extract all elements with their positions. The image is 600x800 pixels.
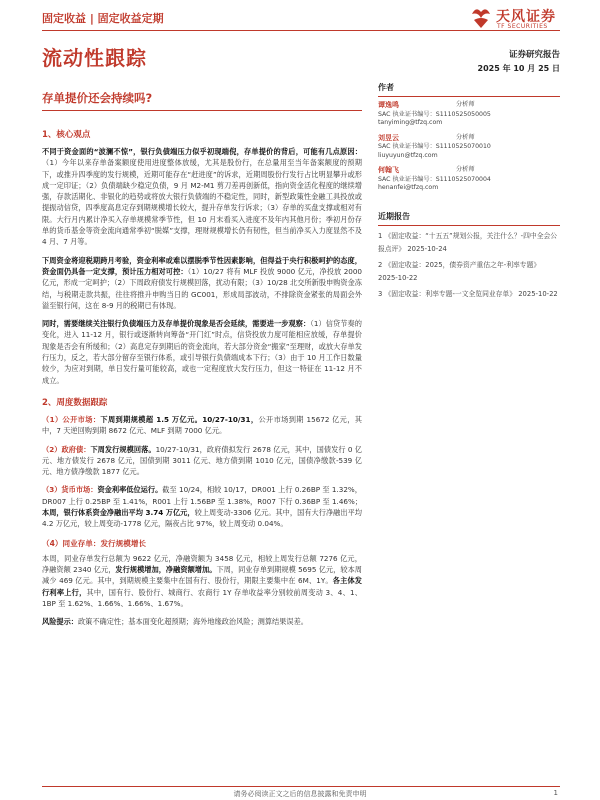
- money-market-head: （3）货币市场：: [42, 485, 98, 495]
- author-license: SAC 执业证书编号：S1110525070004: [378, 175, 491, 183]
- ncd-body-2: 下周，同业存单到期规模 5695 亿元，较本周减少 469 亿元。其中，到期规模主要集中在国有行、股份行，期限主要集中在 6M、1Y。: [42, 564, 362, 586]
- page-title: 流动性跟踪: [42, 46, 147, 70]
- ncd-body-1: 本周，同业存单发行总额为 9622 亿元，净融资额为 3458 亿元，相较上周发行总额 7276 亿元，净融资额 2340 亿元，: [42, 553, 362, 574]
- weekly-government-bonds: [42, 444, 362, 478]
- open-market-body: 公开市场到期 15672 亿元，其中，7 天逆回购到期 8672 亿元、MLF 到期 7000 亿元。: [42, 414, 362, 436]
- core-p1-body: （1）今年以来存单备案额度使用进度整体放缓，尤其是股份行，在总量用至当年备案额度的预期下，或推升四季度的发行规模，近期可能存在“赶进度”的诉求，近期周股份行发行占比明显攀升或形成一定印证；（2）负债端缺少稳定负债，9 月 M2-M1 剪刀差再创新低，指向资金活化程度的继续增强，存款活期化、非银化的趋势或将放大银行负债端的不稳定性，同时，新型政策性金融工具投放或提振动信贷，四季度高息定存到期规模增长较大，提升存单发行诉求；（3）存单的买盘支撑或相对有限。大行月内累计净买入存单规模常季节性，但 10 月末看买入进度不及年内其他月份；季初月份存单的货币基金等资金流向通常季初“脱媒”支撑，理财规模增长仍有韧性，但当前净买入力度显然不及 4 月、7 月等。: [42, 158, 362, 247]
- logo-subtext: TF SECURITIES: [497, 23, 548, 30]
- open-market-lead: 下周到期规模超 1.5 万亿元。10/27-10/31，: [100, 414, 259, 424]
- main-content: [42, 118, 362, 634]
- author-role: 分析师: [456, 101, 475, 108]
- footer-divider: [42, 786, 560, 787]
- weekly-money-market: [42, 484, 362, 529]
- core-paragraph-2: [42, 255, 362, 311]
- related-reports: [378, 230, 560, 301]
- gov-bond-head: （2）政府债：: [42, 444, 91, 454]
- related-report-link[interactable]: 1 《固定收益：“十五五”规划公报，关注什么？-四中全会公报点评》 2025-10-24: [378, 231, 558, 253]
- weekly-ncd: [42, 553, 362, 609]
- core-p2-lead: 下周资金将迎税期跨月考验，资金利率或难以摆脱季节性因素影响，但得益于央行积极呵护的态度，资金面仍具备一定支撑，预计压力相对可控：: [42, 255, 362, 276]
- header-divider: [42, 30, 560, 31]
- sidebar: [378, 82, 560, 304]
- page-number: 1: [553, 789, 558, 797]
- author-email[interactable]: henanfei@tfzq.com: [378, 184, 439, 191]
- ncd-lead-2: 各主体发行利率上行，: [42, 576, 362, 597]
- section-heading-weekly: 2、周度数据跟踪: [42, 397, 108, 408]
- ncd-body-3: 其中，国有行、股份行、城商行、农商行 1Y 存单收益率分别较前周变动 3、4、1、1BP 至 1.62%、1.66%、1.66%、1.67%。: [42, 587, 362, 608]
- author-email[interactable]: liuyuyun@tfzq.com: [378, 151, 438, 159]
- core-p3-lead: 同时，需要继续关注银行负债端压力及存单提价现象是否会延续，需要进一步观察：: [42, 319, 311, 329]
- core-paragraph-1: [42, 146, 362, 248]
- report-subtitle: 存单提价还会持续吗?: [42, 90, 362, 111]
- money-market-body-1: 截至 10/24，相较 10/17，DR001 上行 0.26BP 至 1.32%，DR007 上行 0.25BP 至 1.41%，R001 上行 1.56BP 至 1.38%，R007 下行 0.36BP 至 1.46%；: [42, 485, 362, 506]
- authors-heading: 作者: [378, 82, 560, 97]
- report-date: 2025 年 10 月 25 日: [477, 64, 560, 73]
- author-email[interactable]: tanyiming@tfzq.com: [378, 119, 443, 126]
- money-market-lead: 资金利率低位运行。: [97, 485, 163, 495]
- weekly-open-market: [42, 414, 362, 437]
- ncd-lead-1: 发行规模增加，净融资额增加。: [115, 564, 217, 574]
- core-p2-body: （1）10/27 将有 MLF 投放 9000 亿元，净投放 2000 亿元，形成一定呵护；（2）下周政府债发行规模回落，扰动有限；（3）10/28 北交所新股申购资金冻结，与税期走款共振，往往将推升申购当日的 GC001，形成局部波动，不排除资金紧张的局面会外溢至银行间，这在 8-9 月的税期已有体现。: [42, 266, 362, 310]
- core-p1-lead: 不同于资金面的“波澜不惊”，银行负债端压力似乎初现端倪，存单提价的背后，可能有几点原因：: [42, 147, 362, 156]
- related-report-link[interactable]: 2 《固定收益：2025，债券资产重估之年-利率专题》 2025-10-22: [378, 260, 541, 282]
- risk-body: 政策不确定性；基本面变化超预期；海外地缘政治风险；测算结果误差。: [77, 617, 308, 627]
- footer-disclaimer: 请务必阅读正文之后的信息披露和免责申明: [233, 790, 367, 798]
- author-card: [378, 166, 560, 193]
- author-card: [378, 101, 560, 128]
- report-type: 证券研究报告: [508, 50, 560, 60]
- author-role: 分析师: [456, 133, 475, 141]
- author-card: [378, 134, 560, 161]
- money-market-lead-2: 本周，银行体系资金净融出平均 3.74 万亿元，: [42, 508, 195, 518]
- core-paragraph-3: [42, 318, 362, 386]
- tf-logo-icon: [470, 6, 492, 30]
- money-market-body-2: 较上周变动-3306 亿元。其中，国有大行净融出平均 4.2 万亿元，较上周变动-1778 亿元，隔夜占比 97%，较上周变动 0.04%。: [42, 508, 362, 529]
- author-name: 刘昱云: [378, 133, 399, 142]
- risk-warning: [42, 616, 362, 627]
- section-heading-core: 1、核心观点: [42, 130, 91, 140]
- author-license: SAC 执业证书编号：S1110525050005: [378, 110, 491, 118]
- ncd-heading: （4）同业存单：发行规模增长: [42, 538, 147, 548]
- author-name: 何翰飞: [378, 166, 399, 174]
- author-name: 谭逸鸣: [378, 101, 399, 109]
- gov-bond-body: 10/27-10/31，政府债拟发行 2678 亿元，其中，国债发行 0 亿元、地方债发行 2678 亿元，国债到期 3011 亿元、地方债到期 1010 亿元，国债净缴款-539 亿元、地方债净缴款 1877 亿元。: [42, 444, 362, 477]
- author-role: 分析师: [456, 166, 475, 173]
- core-p3-body: （1）信贷节奏的变化，进入 11-12 月，银行或逐渐转向筹备“开门红”时点，信贷投放力度可能相应放缓，存单提价现象是否会有所缓和；（2）高息定存到期后的资金流向，若大部分资金“搬家”至理财，或放大存单发行压力，反之，若大部分留存至银行体系，或引导银行负债端成本下行；（3）由于 10 月工作日数量较少，为应对到期，单日发行量可能较高，或也一定程度放大发行压力，但这一特征在 11-12 月不成立。: [42, 319, 362, 385]
- related-heading: 近期报告: [378, 211, 560, 226]
- open-market-head: （1）公开市场：: [42, 414, 101, 424]
- risk-lead: 风险提示：: [42, 617, 78, 627]
- report-category: 固定收益 | 固定收益定期: [42, 12, 164, 25]
- related-report-link[interactable]: 3 《固定收益：利率专题-一文全览同业存单》 2025-10-22: [378, 289, 558, 298]
- author-license: SAC 执业证书编号：S1110525070010: [378, 143, 491, 150]
- gov-bond-lead: 下周发行规模回落。: [90, 444, 156, 454]
- logo-text: 天风证券: [496, 9, 556, 25]
